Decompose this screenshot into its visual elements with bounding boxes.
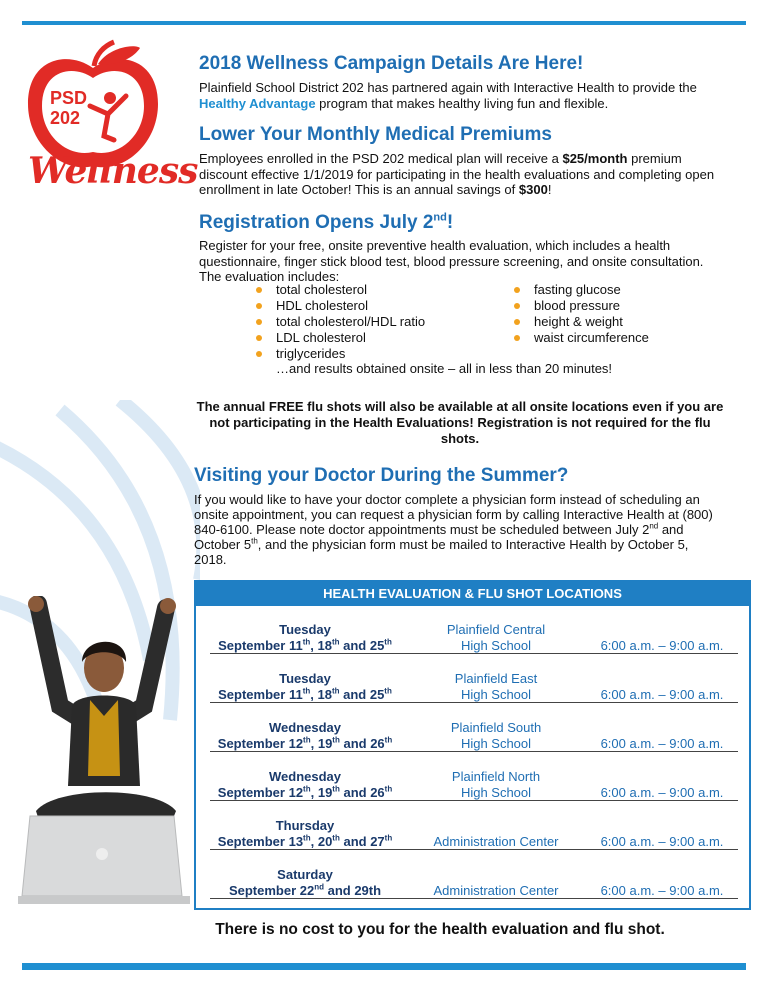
results-note: …and results obtained onsite – all in less than 20 minutes! bbox=[276, 361, 613, 376]
row-dates: September 11th, 18th and 25th bbox=[218, 637, 392, 653]
campaign-text: Plainfield School District 202 has partnered again with Interactive Health to provide the Healthy Advantage program that makes healthy living fun and flexible. bbox=[199, 80, 697, 111]
woman-laptop-illustration bbox=[16, 596, 194, 920]
row-dates: September 13th, 20th and 27th bbox=[217, 833, 393, 849]
table-row bbox=[210, 769, 738, 801]
row-time: 6:00 a.m. – 9:00 a.m. bbox=[600, 687, 724, 702]
row-dates: September 12th, 19th and 26th bbox=[217, 784, 393, 800]
registration-title: Registration Opens July 2nd! bbox=[199, 211, 454, 233]
row-dates: September 22nd and 29th bbox=[228, 882, 382, 898]
row-location-2: High School bbox=[460, 687, 532, 702]
row-dates: September 11th, 18th and 25th bbox=[218, 686, 392, 702]
row-location: Plainfield North bbox=[451, 769, 541, 784]
table-row bbox=[210, 867, 738, 899]
locations-table bbox=[194, 580, 751, 910]
list-item: fasting glucose bbox=[511, 282, 649, 298]
healthy-advantage-highlight: Healthy Advantage bbox=[199, 95, 316, 111]
evaluation-list-left bbox=[253, 282, 425, 362]
row-time: 6:00 a.m. – 9:00 a.m. bbox=[600, 883, 724, 898]
premiums-text: Employees enrolled in the PSD 202 medical plan will receive a $25/month premium discount effective 1/1/2019 for participating in the health evaluations and completing open enrollment in late October! This is an annual savings of $300! bbox=[199, 151, 715, 197]
premiums-title: Lower Your Monthly Medical Premiums bbox=[199, 124, 552, 145]
table-row bbox=[210, 622, 738, 654]
registration-intro: Register for your free, onsite preventive health evaluation, which includes a health questionnaire, finger stick blood test, blood pressure screening, and onsite consultation. The evaluation includes: bbox=[199, 238, 704, 284]
row-day: Thursday bbox=[275, 818, 335, 833]
row-dates: September 12th, 19th and 26th bbox=[217, 735, 393, 751]
row-time: 6:00 a.m. – 9:00 a.m. bbox=[600, 834, 724, 849]
list-item: blood pressure bbox=[511, 298, 649, 314]
amount-year: $300 bbox=[518, 182, 548, 197]
campaign-title: 2018 Wellness Campaign Details Are Here! bbox=[199, 53, 584, 74]
flu-shot-notice: The annual FREE flu shots will also be available at all onsite locations even if you are not participating in the Health Evaluations! Registration is not required for the flu shots. bbox=[196, 399, 724, 446]
logo-wellness-word: Wellness bbox=[28, 150, 198, 192]
list-item: total cholesterol/HDL ratio bbox=[253, 314, 425, 330]
row-time: 6:00 a.m. – 9:00 a.m. bbox=[600, 638, 724, 653]
row-location: Plainfield East bbox=[454, 671, 538, 686]
table-row bbox=[210, 818, 738, 850]
logo-psd-text: PSD bbox=[50, 88, 88, 108]
list-item: total cholesterol bbox=[253, 282, 425, 298]
row-location-2: High School bbox=[460, 638, 532, 653]
row-day: Tuesday bbox=[279, 622, 331, 637]
list-item: LDL cholesterol bbox=[253, 330, 425, 346]
row-day: Saturday bbox=[277, 867, 333, 882]
list-item: triglycerides bbox=[253, 346, 425, 362]
list-item: height & weight bbox=[511, 314, 649, 330]
row-location-2: High School bbox=[460, 736, 532, 751]
top-rule bbox=[22, 21, 746, 25]
row-location: Plainfield Central bbox=[446, 622, 546, 637]
bottom-rule bbox=[22, 963, 746, 970]
row-location-2: High School bbox=[460, 785, 532, 800]
logo-202-text: 202 bbox=[50, 108, 81, 128]
evaluation-list-right bbox=[511, 282, 649, 346]
row-day: Tuesday bbox=[279, 671, 331, 686]
doctor-text: If you would like to have your doctor complete a physician form instead of scheduling an onsite appointment, you can request a physician form by calling Interactive Health at (800) 840-6100. Please note doctor appointments must be scheduled between July 2nd and October 5th, and the physician form must be mailed to Interactive Health by October 5, 2018. bbox=[194, 492, 713, 567]
row-time: 6:00 a.m. – 9:00 a.m. bbox=[600, 736, 724, 751]
table-row bbox=[210, 720, 738, 752]
row-day: Wednesday bbox=[268, 720, 341, 735]
table-row bbox=[210, 671, 738, 703]
row-location: Administration Center bbox=[433, 834, 559, 849]
row-location: Administration Center bbox=[433, 883, 559, 898]
table-header: HEALTH EVALUATION & FLU SHOT LOCATIONS bbox=[196, 582, 749, 606]
amount-month: $25/month bbox=[562, 151, 628, 166]
row-day: Wednesday bbox=[268, 769, 341, 784]
list-item: HDL cholesterol bbox=[253, 298, 425, 314]
row-location: Plainfield South bbox=[450, 720, 542, 735]
row-time: 6:00 a.m. – 9:00 a.m. bbox=[600, 785, 724, 800]
footer-note: There is no cost to you for the health evaluation and flu shot. bbox=[215, 921, 665, 938]
list-item: waist circumference bbox=[511, 330, 649, 346]
doctor-title: Visiting your Doctor During the Summer? bbox=[194, 465, 569, 486]
